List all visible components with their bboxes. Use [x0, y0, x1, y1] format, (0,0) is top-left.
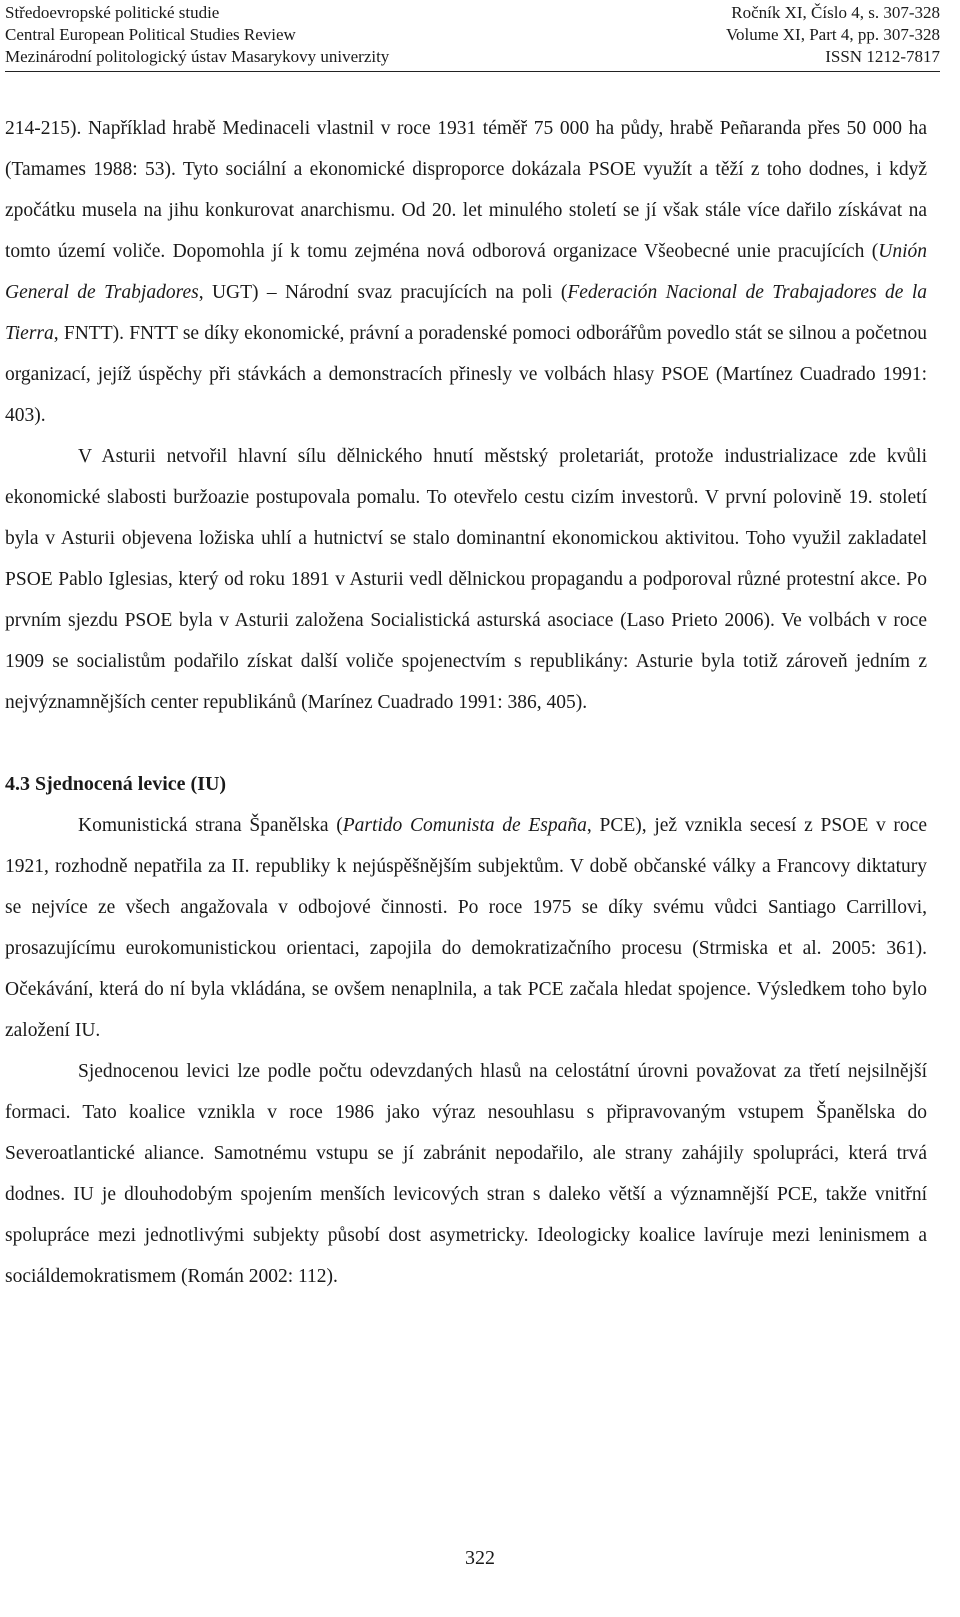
p1-text-b: , UGT) – Národní svaz pracujících na poli (: [198, 282, 568, 303]
p3-italic-a: Partido Comunista de España: [342, 815, 587, 836]
volume-info-cz: Ročník XI, Číslo 4, s. 307-328: [731, 3, 940, 22]
p1-italic-b: Federación Nacional de Trabajadores de la Tierra: [5, 282, 927, 344]
p1-text-a: 214-215). Například hrabě Medinaceli vlastnil v roce 1931 téměř 75 000 ha půdy, hrabě Peñaranda přes 50 000 ha (Tamames 1988: 53). Tyto sociální a ekonomické disproporce dokázala PSOE využít a těží z toho dodnes, i když zpočátku musela na jihu konkurovat anarchismu. Od 20. let minulého století se jí však stále více dařilo získávat na tomto území voliče. Dopomohla jí k tomu zejména nová odborová organizace Všeobecné unie pracujících (: [5, 118, 927, 262]
p1-italic-a: Unión General de Trabjadores: [5, 241, 927, 303]
volume-info-en: Volume XI, Part 4, pp. 307-328: [725, 25, 940, 44]
journal-name-en: Central European Political Studies Review: [5, 25, 296, 44]
paragraph-1: [5, 108, 927, 436]
p1-text-c: , FNTT). FNTT se díky ekonomické, právní a poradenské pomoci odborářům povedlo stát se silnou a početnou organizací, jejíž úspěchy při stávkách a demonstracích přinesly ve volbách hlasy PSOE (Martínez Cuadrado 1991: 403).: [5, 323, 927, 426]
running-header: [5, 2, 940, 68]
paragraph-2: V Asturii netvořil hlavní sílu dělnického hnutí městský proletariát, protože industrializace zde kvůli ekonomické slabosti buržoazie postupovala pomalu. To otevřelo cestu cizím investorů. V první polovině 19. století byla v Asturii objevena ložiska uhlí a hutnictví se stalo dominantní ekonomickou aktivitou. Toho využil zakladatel PSOE Pablo Iglesias, který od roku 1891 v Asturii vedl dělnickou propagandu a podporoval různé protestní akce. Po prvním sjezdu PSOE byla v Asturii založena Socialistická asturská asociace (Laso Prieto 2006). Ve volbách v roce 1909 se socialistům podařilo získat další voliče spojenectvím s republikány: Asturie byla totiž zároveň jedním z nejvýznamnějších center republikánů (Marínez Cuadrado 1991: 386, 405).: [5, 446, 927, 713]
header-rule: [5, 71, 940, 72]
paragraph-3: [5, 805, 927, 1051]
publisher: Mezinárodní politologický ústav Masarykovy univerzity: [5, 47, 390, 66]
p3-text-a: Komunistická strana Španělska (: [78, 815, 343, 836]
journal-name-cz: Středoevropské politické studie: [5, 3, 220, 22]
p3-text-b: , PCE), jež vznikla secesí z PSOE v roce 1921, rozhodně nepatřila za II. republiky k nejúspěšnějším subjektům. V době občanské války a Francovy diktatury se nejvíce ze všech angažovala v odbojové činnosti. Po roce 1975 se díky svému vůdci Santiago Carrillovi, prosazujícímu eurokomunistickou orientaci, zapojila do demokratizačního procesu (Strmiska et al. 2005: 361). Očekávání, která do ní byla vkládána, se ovšem nenaplnila, a tak PCE začala hledat spojence. Výsledkem toho bylo založení IU.: [5, 815, 927, 1041]
page-number: 322: [465, 1547, 495, 1569]
paragraph-4: Sjednocenou levici lze podle počtu odevzdaných hlasů na celostátní úrovni považovat za třetí nejsilnější formaci. Tato koalice vznikla v roce 1986 jako výraz nesouhlasu s připravovaným vstupem Španělska do Severoatlantické aliance. Samotnému vstupu se jí zabránit nepodařilo, ale strany zahájily spolupráci, která trvá dodnes. IU je dlouhodobým spojením menších levicových stran s daleko větší a významnější PCE, takže vnitřní spolupráce mezi jednotlivými subjekty působí dost asymetricky. Ideologicky koalice lavíruje mezi leninismem a sociáldemokratismem (Román 2002: 112).: [5, 1061, 927, 1287]
issn: ISSN 1212-7817: [825, 47, 940, 66]
section-heading: 4.3 Sjednocená levice (IU): [5, 773, 227, 795]
article-body: [5, 108, 927, 1297]
